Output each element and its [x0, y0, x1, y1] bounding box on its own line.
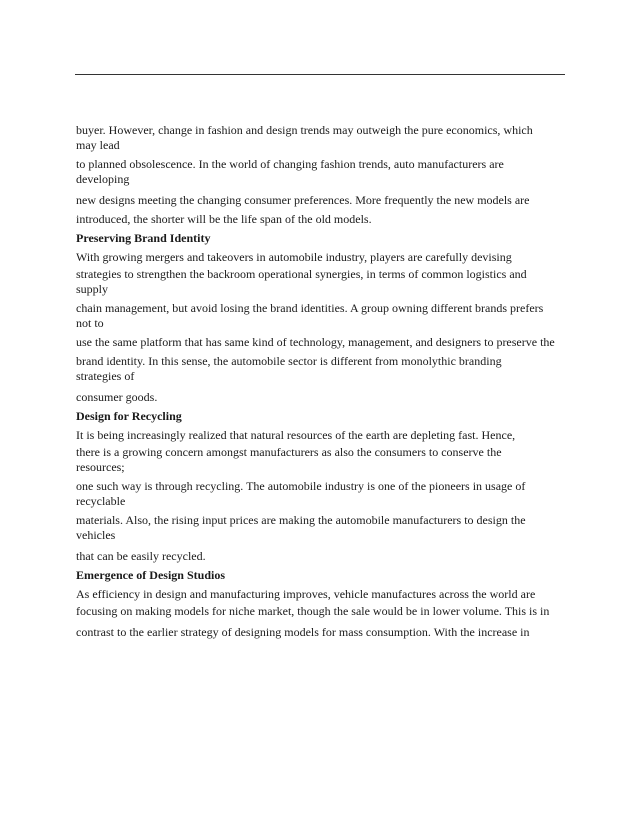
- text-line: focusing on making models for niche market, though the sale would be in lower volume. This is in: [76, 604, 550, 618]
- text-line: chain management, but avoid losing the brand identities. A group owning different brands prefers not to: [76, 301, 544, 330]
- text-line: With growing mergers and takeovers in automobile industry, players are carefully devising: [76, 250, 512, 264]
- document-body: [76, 123, 564, 642]
- header-rule: [75, 74, 565, 75]
- section-heading-design-for-recycling: Design for Recycling: [76, 409, 182, 423]
- text-line: As efficiency in design and manufacturing improves, vehicle manufactures across the world are: [76, 587, 536, 601]
- text-line: consumer goods.: [76, 390, 158, 404]
- text-line: one such way is through recycling. The automobile industry is one of the pioneers in usage of recyclable: [76, 479, 526, 508]
- text-line: contrast to the earlier strategy of designing models for mass consumption. With the increase in: [76, 625, 530, 639]
- text-line: It is being increasingly realized that natural resources of the earth are depleting fast. Hence,: [76, 428, 516, 442]
- text-line: new designs meeting the changing consumer preferences. More frequently the new models are: [76, 193, 530, 207]
- text-line: there is a growing concern amongst manufacturers as also the consumers to conserve the resources;: [76, 445, 502, 474]
- text-line: that can be easily recycled.: [76, 549, 206, 563]
- section-heading-brand-identity: Preserving Brand Identity: [76, 231, 211, 245]
- text-line: strategies to strengthen the backroom operational synergies, in terms of common logistics and supply: [76, 267, 527, 296]
- section-heading-design-studios: Emergence of Design Studios: [76, 568, 225, 582]
- text-line: brand identity. In this sense, the automobile sector is different from monolythic branding strategies of: [76, 354, 502, 383]
- text-line: use the same platform that has same kind of technology, management, and designers to preserve the: [76, 335, 555, 349]
- text-line: materials. Also, the rising input prices are making the automobile manufacturers to design the vehicles: [76, 513, 526, 542]
- text-line: to planned obsolescence. In the world of changing fashion trends, auto manufacturers are developing: [76, 157, 504, 186]
- text-line: buyer. However, change in fashion and design trends may outweigh the pure economics, which may lead: [76, 123, 533, 152]
- text-line: introduced, the shorter will be the life span of the old models.: [76, 212, 372, 226]
